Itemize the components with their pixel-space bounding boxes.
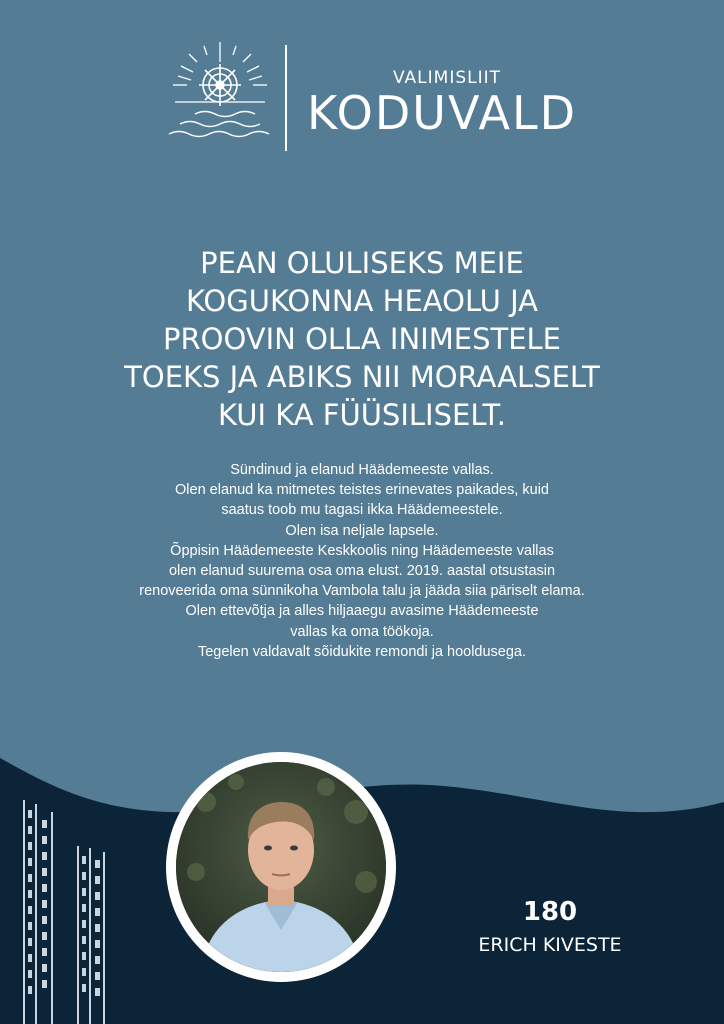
logo-subtitle: VALIMISLIIT bbox=[393, 68, 502, 88]
headline-quote bbox=[60, 244, 664, 434]
bio-line: renoveerida oma sünnikoha Vambola talu ja jääda siia päriselt elama. bbox=[139, 583, 585, 600]
building-illustration bbox=[14, 790, 124, 1024]
ship-wheel-waves-icon bbox=[165, 40, 275, 150]
bio-line: Olen ettevõtja ja alles hiljaaegu avasime Häädemeeste bbox=[185, 603, 539, 620]
logo-divider bbox=[285, 45, 287, 151]
headline-line: KUI KA FÜÜSILISELT. bbox=[218, 398, 506, 432]
headline-line: KOGUKONNA HEAOLU JA bbox=[186, 284, 538, 318]
bio-line: vallas ka oma töökoja. bbox=[290, 623, 434, 640]
logo bbox=[165, 40, 577, 160]
headline-line: TOEKS JA ABIKS NII MORAALSELT bbox=[124, 360, 600, 394]
bio-line: olen elanud suurema osa oma elust. 2019. aastal otsustasin bbox=[168, 563, 556, 580]
bio-line: Olen isa neljale lapsele. bbox=[285, 522, 439, 539]
bio-line: Tegelen valdavalt sõidukite remondi ja hooldusega. bbox=[197, 643, 527, 660]
headline-line: PROOVIN OLLA INIMESTELE bbox=[162, 322, 561, 356]
logo-title: KODUVALD bbox=[307, 86, 577, 140]
candidate-number: 180 bbox=[522, 897, 578, 927]
bio-line: saatus toob mu tagasi ikka Häädemeestele. bbox=[221, 502, 503, 519]
bio-line: Sündinud ja elanud Häädemeeste vallas. bbox=[230, 462, 494, 478]
bio-line: Olen elanud ka mitmetes teistes erinevates paikades, kuid bbox=[175, 482, 549, 499]
candidate-photo bbox=[176, 762, 386, 972]
bio-line: Õppisin Häädemeeste Keskkoolis ning Häädemeeste vallas bbox=[170, 542, 554, 559]
bio-text bbox=[60, 460, 664, 662]
headline-line: PEAN OLULISEKS MEIE bbox=[200, 246, 524, 280]
candidate-name: ERICH KIVESTE bbox=[478, 934, 622, 956]
candidate-portrait bbox=[166, 752, 396, 982]
